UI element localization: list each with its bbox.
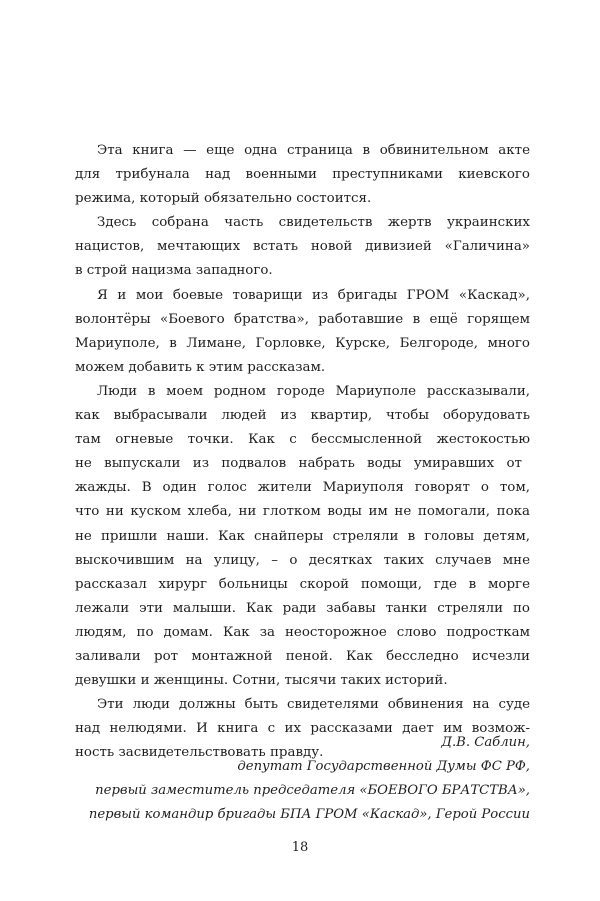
text-line: ность засвидетельствовать правду. [75, 745, 324, 761]
text-line: что ни куском хлеба, ни глотком воды им не помогали, пока [75, 504, 530, 520]
text-line: не выпускали из подвалов набрать воды умиравших от [75, 456, 522, 472]
paragraph [75, 284, 530, 380]
text-line: Мариуполе, в Лимане, Горловке, Курске, Белгороде, много [75, 335, 530, 351]
text-line: нацистов, мечтающих встать новой дивизией «Галичина» [75, 239, 530, 255]
text-line: Я и мои боевые товарищи из бригады ГРОМ «Каскад», [97, 287, 530, 303]
paragraph [75, 139, 530, 211]
paragraph [75, 211, 530, 283]
text-line: людям, по домам. Как за неосторожное слово подросткам [75, 624, 530, 640]
signature-title-line: депутат Государственной Думы ФС РФ, [237, 759, 530, 775]
text-line: рассказал хирург больницы скорой помощи, где в морге [75, 576, 530, 592]
text-line: для трибунала над военными преступниками киевского [75, 167, 530, 183]
text-line: режима, который обязательно состоится. [75, 191, 372, 207]
body-text [75, 139, 530, 765]
text-line: лежали эти малыши. Как ради забавы танки стреляли по [75, 600, 530, 616]
signature-title-line: первый командир бригады БПА ГРОМ «Каскад», Герой России [88, 807, 530, 823]
page-number: 18 [291, 840, 309, 855]
text-line: заливали рот монтажной пеной. Как бесследно исчезли [75, 648, 530, 664]
text-line: над нелюдями. И книга с их рассказами дает им возмож- [75, 721, 530, 737]
signature-block [60, 731, 530, 827]
text-line: Эти люди должны быть свидетелями обвинения на суде [97, 697, 530, 713]
text-line: как выбрасывали людей из квартир, чтобы оборудовать [75, 408, 530, 424]
text-line: не пришли наши. Как снайперы стреляли в головы детям, [75, 528, 530, 544]
text-line: в строй нацизма западного. [75, 263, 273, 279]
text-line: выскочившим на улицу, – о десятках таких случаев мне [75, 552, 530, 568]
text-line: девушки и женщины. Сотни, тысячи таких историй. [75, 673, 448, 689]
text-line: жажды. В один голос жители Мариуполя говорят о том, [75, 480, 530, 496]
text-line: там огневые точки. Как с бессмысленной жестокостью [75, 432, 530, 448]
text-line: волонтёры «Боевого братства», работавшие в ещё горящем [75, 311, 530, 327]
paragraph [75, 380, 530, 693]
text-line: можем добавить к этим рассказам. [75, 359, 326, 375]
signature-name: Д.В. Саблин, [441, 735, 530, 750]
text-line: Люди в моем родном городе Мариуполе рассказывали, [97, 383, 530, 399]
text-line: Эта книга — еще одна страница в обвинительном акте [97, 143, 530, 158]
signature-title-line: первый заместитель председателя «БОЕВОГО БРАТСТВА», [95, 783, 530, 799]
text-line: Здесь собрана часть свидетельств жертв украинских [97, 215, 530, 231]
